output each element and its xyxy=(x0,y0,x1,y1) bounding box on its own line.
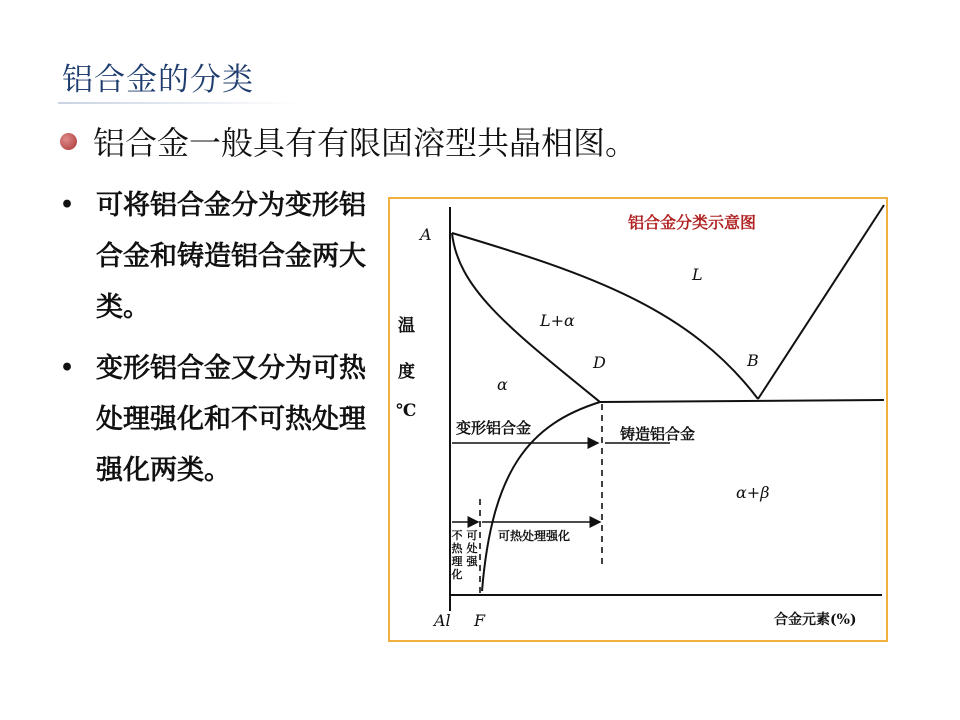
point-d-label: D xyxy=(593,353,606,372)
main-bullet xyxy=(60,118,637,164)
sub-bullet-text: 可将铝合金分为变形铝合金和铸造铝合金两大类。 xyxy=(96,190,366,323)
sub-bullet-text: 变形铝合金又分为可热处理强化和不可热处理强化两类。 xyxy=(96,353,366,486)
wrought-alloy-label: 变形铝合金 xyxy=(456,419,532,437)
phase-diagram xyxy=(388,197,888,642)
bullet-dot-icon xyxy=(60,133,77,150)
origin-al-label: Al xyxy=(434,611,451,630)
main-bullet-text: 铝合金一般具有有限固溶型共晶相图。 xyxy=(93,124,638,162)
y-axis-label-unit: ℃ xyxy=(396,401,417,421)
non-heat-treatable-label: 不热理化 xyxy=(451,529,463,581)
slide-title: 铝合金的分类 xyxy=(62,62,254,98)
small-heat-treatable-label: 可处强 xyxy=(466,529,478,568)
phase-l-label: L xyxy=(692,265,703,284)
sub-bullet-item xyxy=(60,180,370,333)
sub-bullet-item xyxy=(60,343,370,496)
title-underline xyxy=(58,102,303,104)
cast-alloy-label: 铸造铝合金 xyxy=(620,425,696,443)
bullet-marker: • xyxy=(60,192,75,218)
y-axis-label-degree: 度 xyxy=(398,362,415,382)
liquidus-right xyxy=(758,205,884,399)
eutectic-line xyxy=(600,400,884,402)
point-f-label: F xyxy=(474,611,486,630)
phase-l-alpha-label: L+α xyxy=(540,311,575,330)
diagram-title: 铝合金分类示意图 xyxy=(628,213,757,232)
phase-alpha-label: α xyxy=(497,375,508,394)
heat-treatable-label: 可热处理强化 xyxy=(498,529,571,543)
phase-alpha-beta-label: α+β xyxy=(736,483,770,502)
point-a-label: A xyxy=(420,225,432,244)
bullet-marker: • xyxy=(60,355,75,381)
x-axis-label: 合金元素(%) xyxy=(774,612,857,628)
sub-bullet-list xyxy=(60,180,370,506)
point-b-label: B xyxy=(747,351,759,370)
y-axis-label-temp: 温 xyxy=(398,316,415,336)
solidus-line xyxy=(452,233,600,402)
